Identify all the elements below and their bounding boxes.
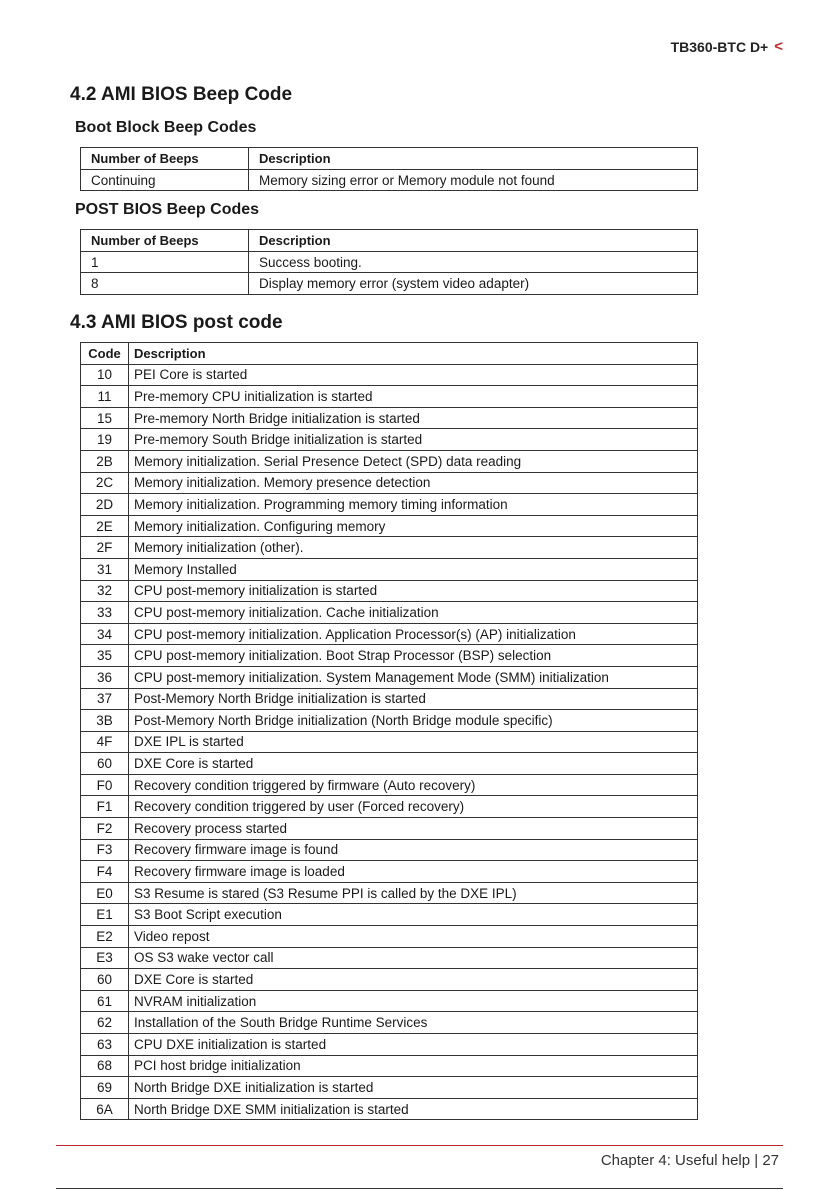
cell-code: 60 — [81, 969, 129, 991]
column-header: Number of Beeps — [81, 230, 249, 252]
cell-code: E0 — [81, 882, 129, 904]
cell-code: 35 — [81, 645, 129, 667]
cell-description: OS S3 wake vector call — [129, 947, 698, 969]
chevron-left-icon: < — [774, 38, 783, 55]
cell-description: Success booting. — [249, 251, 698, 273]
column-header: Description — [129, 343, 698, 365]
table-row — [81, 429, 698, 451]
cell-code: F4 — [81, 861, 129, 883]
post-code-body — [81, 364, 698, 1120]
cell-description: Recovery process started — [129, 818, 698, 840]
table-row — [81, 688, 698, 710]
column-header: Number of Beeps — [81, 148, 249, 170]
cell-description: PCI host bridge initialization — [129, 1055, 698, 1077]
cell-description: NVRAM initialization — [129, 990, 698, 1012]
cell-code: 2D — [81, 494, 129, 516]
cell-code: 6A — [81, 1098, 129, 1120]
cell-description: CPU post-memory initialization. Boot Strap Processor (BSP) selection — [129, 645, 698, 667]
cell-description: Memory initialization. Serial Presence Detect (SPD) data reading — [129, 450, 698, 472]
cell-code: 2E — [81, 515, 129, 537]
cell-code: 2F — [81, 537, 129, 559]
table-row — [81, 882, 698, 904]
page-footer: Chapter 4: Useful help | 27 — [600, 1152, 779, 1169]
table-row — [81, 169, 698, 191]
cell-code: 3B — [81, 710, 129, 732]
cell-code: 33 — [81, 602, 129, 624]
cell-code: 69 — [81, 1077, 129, 1099]
table-row — [81, 990, 698, 1012]
column-header: Code — [81, 343, 129, 365]
table-row — [81, 666, 698, 688]
cell-description: Memory initialization. Memory presence detection — [129, 472, 698, 494]
cell-description: Installation of the South Bridge Runtime Services — [129, 1012, 698, 1034]
table-row — [81, 1055, 698, 1077]
section-title-beep-code: 4.2 AMI BIOS Beep Code — [70, 84, 293, 105]
table-header-row — [81, 148, 698, 170]
table-row — [81, 839, 698, 861]
cell-description: Pre-memory CPU initialization is started — [129, 386, 698, 408]
cell-code: 15 — [81, 407, 129, 429]
cell-code: 31 — [81, 558, 129, 580]
table-row — [81, 537, 698, 559]
cell-description: Pre-memory South Bridge initialization is started — [129, 429, 698, 451]
cell-description: North Bridge DXE SMM initialization is started — [129, 1098, 698, 1120]
cell-description: Memory initialization. Configuring memory — [129, 515, 698, 537]
table-row — [81, 580, 698, 602]
cell-description: CPU DXE initialization is started — [129, 1034, 698, 1056]
table-row — [81, 753, 698, 775]
table-row — [81, 731, 698, 753]
table-row — [81, 386, 698, 408]
cell-description: Post-Memory North Bridge initialization (North Bridge module specific) — [129, 710, 698, 732]
post-bios-table — [80, 229, 698, 295]
cell-code: F2 — [81, 818, 129, 840]
cell-description: S3 Boot Script execution — [129, 904, 698, 926]
cell-code: 68 — [81, 1055, 129, 1077]
cell-description: North Bridge DXE initialization is started — [129, 1077, 698, 1099]
table-row — [81, 904, 698, 926]
cell-code: F3 — [81, 839, 129, 861]
table-row — [81, 623, 698, 645]
cell-code: E1 — [81, 904, 129, 926]
table-row — [81, 251, 698, 273]
table-row — [81, 472, 698, 494]
column-header: Description — [249, 230, 698, 252]
cell-code: E2 — [81, 926, 129, 948]
cell-code: 60 — [81, 753, 129, 775]
post-bios-title: POST BIOS Beep Codes — [75, 201, 260, 218]
table-row — [81, 494, 698, 516]
post-code-table — [80, 342, 698, 1120]
cell-code: 2B — [81, 450, 129, 472]
table-row — [81, 602, 698, 624]
footer-divider — [56, 1145, 783, 1146]
cell-description: Pre-memory North Bridge initialization is started — [129, 407, 698, 429]
cell-description: DXE Core is started — [129, 753, 698, 775]
cell-code: 32 — [81, 580, 129, 602]
table-row — [81, 710, 698, 732]
table-row — [81, 273, 698, 295]
table-row — [81, 1034, 698, 1056]
cell-code: 37 — [81, 688, 129, 710]
cell-description: DXE Core is started — [129, 969, 698, 991]
cell-description: Memory initialization. Programming memory timing information — [129, 494, 698, 516]
boot-block-table — [80, 147, 698, 191]
cell-description: Memory sizing error or Memory module not found — [249, 169, 698, 191]
table-row — [81, 796, 698, 818]
cell-description: CPU post-memory initialization. Application Processor(s) (AP) initialization — [129, 623, 698, 645]
cell-beeps: Continuing — [81, 169, 249, 191]
cell-code: 36 — [81, 666, 129, 688]
cell-description: S3 Resume is stared (S3 Resume PPI is called by the DXE IPL) — [129, 882, 698, 904]
model-name: TB360-BTC D+ — [670, 38, 769, 55]
cell-code: E3 — [81, 947, 129, 969]
table-header-row — [81, 343, 698, 365]
table-row — [81, 969, 698, 991]
table-row — [81, 1012, 698, 1034]
column-header: Description — [249, 148, 698, 170]
cell-code: 10 — [81, 364, 129, 386]
table-row — [81, 1077, 698, 1099]
table-row — [81, 774, 698, 796]
table-row — [81, 645, 698, 667]
table-row — [81, 818, 698, 840]
table-row — [81, 364, 698, 386]
table-row — [81, 407, 698, 429]
cell-description: CPU post-memory initialization is started — [129, 580, 698, 602]
cell-code: F1 — [81, 796, 129, 818]
cell-beeps: 1 — [81, 251, 249, 273]
table-row — [81, 1098, 698, 1120]
table-row — [81, 515, 698, 537]
cell-description: Recovery condition triggered by firmware (Auto recovery) — [129, 774, 698, 796]
table-row — [81, 558, 698, 580]
page-header — [671, 38, 783, 55]
footer-bottom-rule — [56, 1188, 783, 1189]
cell-code: 19 — [81, 429, 129, 451]
cell-description: DXE IPL is started — [129, 731, 698, 753]
cell-description: Memory Installed — [129, 558, 698, 580]
cell-code: 62 — [81, 1012, 129, 1034]
table-header-row — [81, 230, 698, 252]
boot-block-title: Boot Block Beep Codes — [75, 119, 257, 136]
cell-code: 61 — [81, 990, 129, 1012]
cell-description: CPU post-memory initialization. System Management Mode (SMM) initialization — [129, 666, 698, 688]
cell-code: 11 — [81, 386, 129, 408]
cell-code: 63 — [81, 1034, 129, 1056]
cell-description: Video repost — [129, 926, 698, 948]
cell-code: F0 — [81, 774, 129, 796]
table-row — [81, 450, 698, 472]
cell-description: Post-Memory North Bridge initialization is started — [129, 688, 698, 710]
cell-description: CPU post-memory initialization. Cache initialization — [129, 602, 698, 624]
table-row — [81, 947, 698, 969]
section-title-post-code: 4.3 AMI BIOS post code — [70, 312, 283, 333]
table-row — [81, 861, 698, 883]
cell-description: Display memory error (system video adapter) — [249, 273, 698, 295]
cell-description: PEI Core is started — [129, 364, 698, 386]
cell-description: Recovery condition triggered by user (Forced recovery) — [129, 796, 698, 818]
cell-code: 4F — [81, 731, 129, 753]
cell-beeps: 8 — [81, 273, 249, 295]
cell-description: Recovery firmware image is loaded — [129, 861, 698, 883]
cell-code: 2C — [81, 472, 129, 494]
cell-code: 34 — [81, 623, 129, 645]
cell-description: Recovery firmware image is found — [129, 839, 698, 861]
cell-description: Memory initialization (other). — [129, 537, 698, 559]
table-row — [81, 926, 698, 948]
